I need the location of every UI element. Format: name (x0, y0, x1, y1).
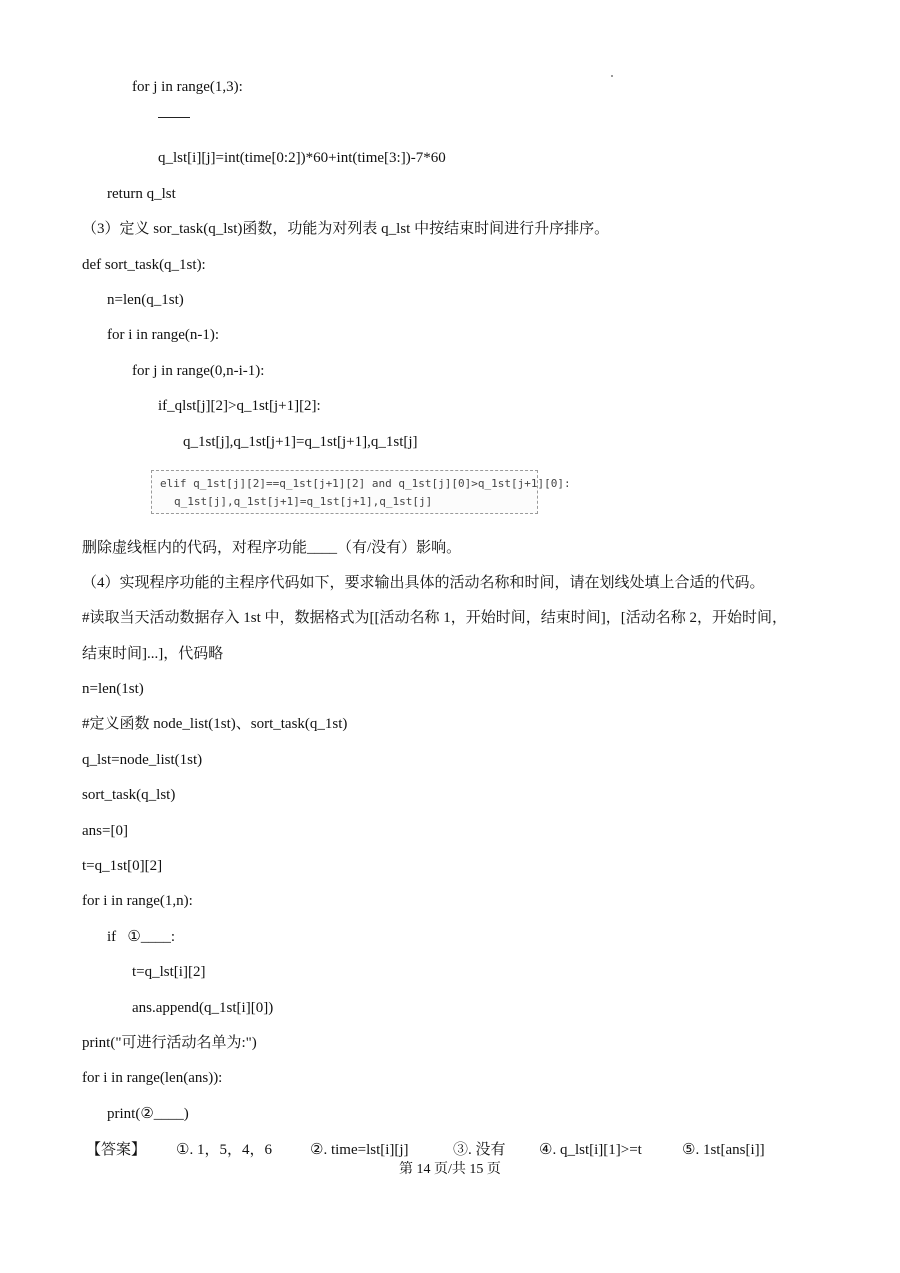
code-line: if ①____: (107, 929, 176, 945)
answer-item: ③. 没有 (453, 1142, 506, 1158)
code-line: q_1st[j],q_1st[j+1]=q_1st[j+1],q_1st[j] (183, 434, 418, 450)
code-line: ans.append(q_1st[i][0]) (132, 1000, 274, 1016)
code-line: for i in range(n-1): (107, 327, 220, 343)
comment-line: #定义函数 node_list(1st)、sort_task(q_1st) (82, 716, 348, 732)
fill-blank-line (158, 117, 190, 118)
dashed-box-line: q_1st[j],q_1st[j+1]=q_1st[j+1],q_1st[j] (174, 495, 433, 508)
question-3-prompt: 删除虚线框内的代码，对程序功能____（有/没有）影响。 (82, 540, 462, 556)
code-line: for i in range(len(ans)): (82, 1070, 223, 1086)
code-line: sort_task(q_lst) (82, 787, 176, 803)
answer-row (82, 1140, 842, 1160)
code-line: for j in range(1,3): (132, 79, 243, 95)
code-line: ans=[0] (82, 823, 128, 839)
answer-item: ①. 1，5，4，6 (176, 1142, 272, 1158)
comment-line: 结束时间]...]，代码略 (82, 646, 224, 662)
code-line: n=len(q_1st) (107, 292, 184, 308)
answer-item: ②. time=lst[i][j] (310, 1142, 409, 1158)
dashed-box-line: elif q_1st[j][2]==q_1st[j+1][2] and q_1st[j][0]>q_1st[j+1][0]: (160, 477, 571, 490)
answer-item: ⑤. 1st[ans[i]] (682, 1142, 765, 1158)
page-footer: 第 14 页/共 15 页 (399, 1162, 501, 1177)
question-3-text: （3）定义 sor_task(q_lst)函数，功能为对列表 q_lst 中按结束时间进行升序排序。 (82, 221, 610, 237)
code-line: t=q_1st[0][2] (82, 858, 163, 874)
code-line: def sort_task(q_1st): (82, 257, 206, 273)
code-line: q_lst[i][j]=int(time[0:2])*60+int(time[3:])-7*60 (158, 150, 446, 166)
answer-label: 【答案】 (86, 1142, 147, 1158)
code-line: n=len(1st) (82, 681, 144, 697)
scan-speck (611, 75, 613, 77)
code-line: t=q_lst[i][2] (132, 964, 206, 980)
code-line: for j in range(0,n-i-1): (132, 363, 265, 379)
comment-line: #读取当天活动数据存入 1st 中，数据格式为[[活动名称 1，开始时间，结束时间]，[活动名称 2，开始时间， (82, 610, 787, 626)
question-4-text: （4）实现程序功能的主程序代码如下，要求输出具体的活动名称和时间，请在划线处填上合适的代码。 (82, 575, 765, 591)
code-line: print("可进行活动名单为:") (82, 1035, 257, 1051)
code-line: print(②____) (107, 1106, 189, 1122)
code-line: for i in range(1,n): (82, 893, 193, 909)
code-line: return q_lst (107, 186, 176, 202)
code-line: q_lst=node_list(1st) (82, 752, 203, 768)
answer-item: ④. q_lst[i][1]>=t (539, 1142, 642, 1158)
code-line: if_qlst[j][2]>q_1st[j+1][2]: (158, 398, 321, 414)
dashed-code-box (151, 470, 571, 514)
